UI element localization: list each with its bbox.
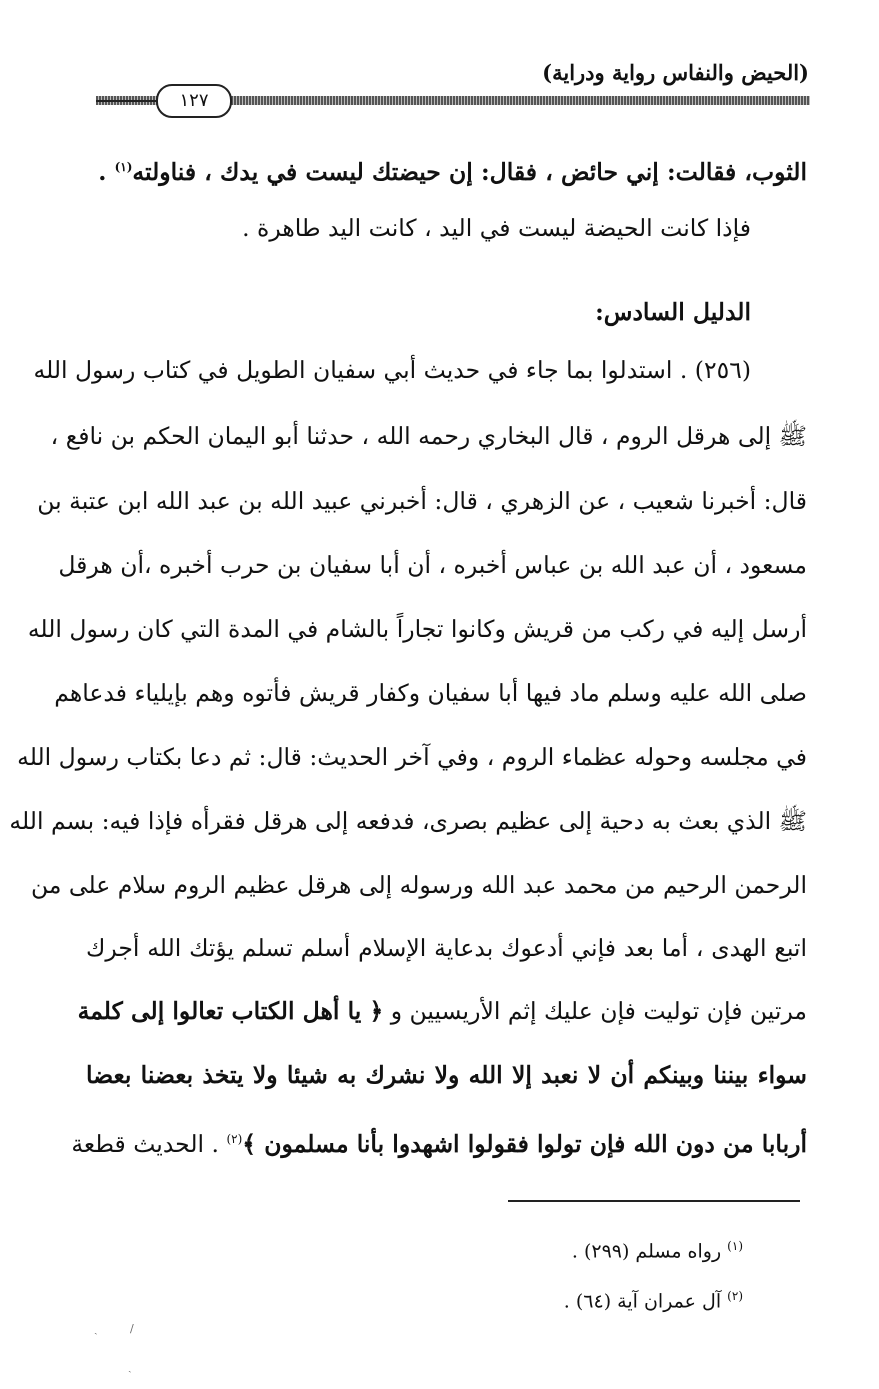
footnote-2-number: (٢) xyxy=(727,1289,743,1303)
paragraph-line-4: مسعود ، أن عبد الله بن عباس أخبره ، أن أبا سفيان بن حرب أخبره ،أن هرقل xyxy=(58,551,807,579)
scan-mark-1: ˏ xyxy=(94,1322,98,1335)
scan-mark-3: ˏ xyxy=(128,1360,132,1373)
paragraph-line-5: أرسل إليه في ركب من قريش وكانوا تجاراً بالشام في المدة التي كان رسول الله xyxy=(27,615,807,643)
footnote-1 xyxy=(572,1232,743,1265)
quran-verse-start: ﴿ يا أهل الكتاب تعالوا إلى كلمة xyxy=(77,997,384,1025)
footnote-1-number: (١) xyxy=(727,1239,743,1253)
scan-mark-2: / xyxy=(130,1322,134,1335)
paragraph-line-1: (٢٥٦) . استدلوا بما جاء في حديث أبي سفيان الطويل في كتاب رسول الله xyxy=(33,356,751,384)
section-heading: الدليل السادس: xyxy=(595,298,751,326)
header-rule-left-line xyxy=(96,100,156,102)
text-line-1-main: الثوب، فقالت: إني حائض ، فقال: إن حيضتك ليست في يدك ، فناولته xyxy=(132,157,807,186)
quran-verse-line: سواء بيننا وبينكم أن لا نعبد إلا الله ولا نشرك به شيئا ولا يتخذ بعضنا بعضا xyxy=(86,1061,807,1089)
paragraph-line-13-end: . الحديث قطعة xyxy=(71,1129,227,1158)
footnote-ref-2[interactable]: (٢) xyxy=(226,1132,243,1146)
footnote-2-text: آل عمران آية (٦٤) . xyxy=(563,1290,728,1313)
footnote-2 xyxy=(564,1282,743,1315)
footnote-1-text: رواه مسلم (٢٩٩) . xyxy=(571,1240,728,1263)
paragraph-line-3: قال: أخبرنا شعيب ، عن الزهري ، قال: أخبرني عبيد الله بن عبد الله ابن عتبة بن xyxy=(37,487,807,515)
paragraph-line-2: ﷺ إلى هرقل الروم ، قال البخاري رحمه الله ، حدثنا أبو اليمان الحكم بن نافع ، xyxy=(50,422,807,450)
paragraph-line-9: الرحمن الرحيم من محمد عبد الله ورسوله إلى هرقل عظيم الروم سلام على من xyxy=(30,871,807,899)
text-line-2: فإذا كانت الحيضة ليست في اليد ، كانت اليد طاهرة . xyxy=(242,214,751,242)
paragraph-line-7: في مجلسه وحوله عظماء الروم ، وفي آخر الحديث: قال: ثم دعا بكتاب رسول الله xyxy=(17,743,807,771)
paragraph-line-10: اتبع الهدى ، أما بعد فإني أدعوك بدعاية الإسلام أسلم تسلم يؤتك الله أجرك xyxy=(86,934,807,962)
paragraph-line-11 xyxy=(77,994,807,1028)
footnote-ref-1[interactable]: (١) xyxy=(114,160,133,174)
paragraph-line-6: صلى الله عليه وسلم ماد فيها أبا سفيان وكفار قريش فأتوه وهم بإيلياء فدعاهم xyxy=(54,679,807,707)
running-header-title: (الحيض والنفاس رواية ودراية) xyxy=(542,60,809,85)
text-line-1-end: . xyxy=(98,157,115,186)
paragraph-line-8: ﷺ الذي بعث به دحية إلى عظيم بصرى، فدفعه إلى هرقل فقرأه فإذا فيه: بسم الله xyxy=(9,807,807,835)
paragraph-line-11-text: مرتين فإن توليت فإن عليك إثم الأريسيين و xyxy=(383,997,807,1025)
footnote-separator xyxy=(508,1200,800,1202)
paragraph-line-13 xyxy=(71,1122,807,1161)
quran-verse-end: أربابا من دون الله فإن تولوا فقولوا اشهدوا بأنا مسلمون ﴾ xyxy=(242,1129,807,1158)
text-line-1 xyxy=(98,150,807,189)
page-number: ١٢٧ xyxy=(156,84,232,118)
